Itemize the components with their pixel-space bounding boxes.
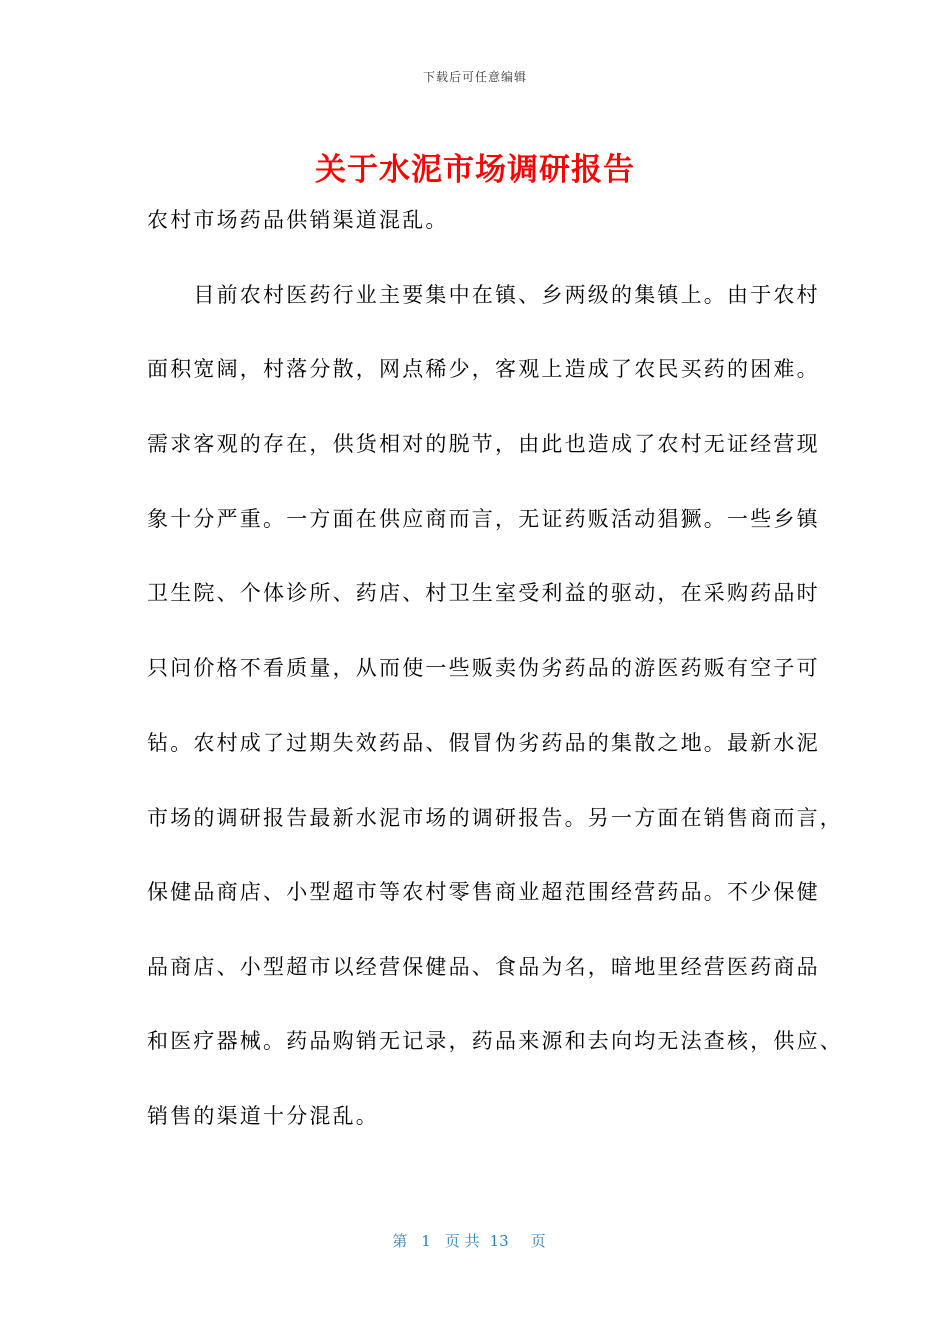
footer-page-number: 1 [421,1232,431,1250]
footer-suffix: 页 [530,1232,546,1250]
body-line: 农村市场药品供销渠道混乱。 [147,208,449,232]
footer-middle: 页 共 [444,1232,480,1250]
footer-prefix: 第 [392,1232,408,1250]
body-line: 销售的渠道十分混乱。 [147,1104,379,1128]
body-line: 和医疗器械。药品购销无记录，药品来源和去向均无法查核，供应、 [147,1029,843,1053]
page-footer [0,1230,950,1251]
body-line: 面积宽阔，村落分散，网点稀少，客观上造成了农民买药的困难。 [147,357,820,381]
body-line: 象十分严重。一方面在供应商而言，无证药贩活动猖獗。一些乡镇 [147,507,820,531]
header-note: 下载后可任意编辑 [422,70,527,84]
body-line: 需求客观的存在，供货相对的脱节，由此也造成了农村无证经营现 [147,432,820,456]
body-line: 卫生院、个体诊所、药店、村卫生室受利益的驱动，在采购药品时 [147,581,820,605]
body-line: 品商店、小型超市以经营保健品、食品为名，暗地里经营医药商品 [147,955,820,979]
body-line: 只问价格不看质量，从而使一些贩卖伪劣药品的游医药贩有空子可 [147,656,820,680]
body-line: 目前农村医药行业主要集中在镇、乡两级的集镇上。由于农村 [147,283,820,307]
body-line: 保健品商店、小型超市等农村零售商业超范围经营药品。不少保健 [147,880,820,904]
body-line: 钻。农村成了过期失效药品、假冒伪劣药品的集散之地。最新水泥 [147,731,820,755]
footer-total-pages: 13 [489,1232,509,1250]
document-title: 关于水泥市场调研报告 [315,152,635,188]
body-line: 市场的调研报告最新水泥市场的调研报告。另一方面在销售商而言， [147,806,843,830]
